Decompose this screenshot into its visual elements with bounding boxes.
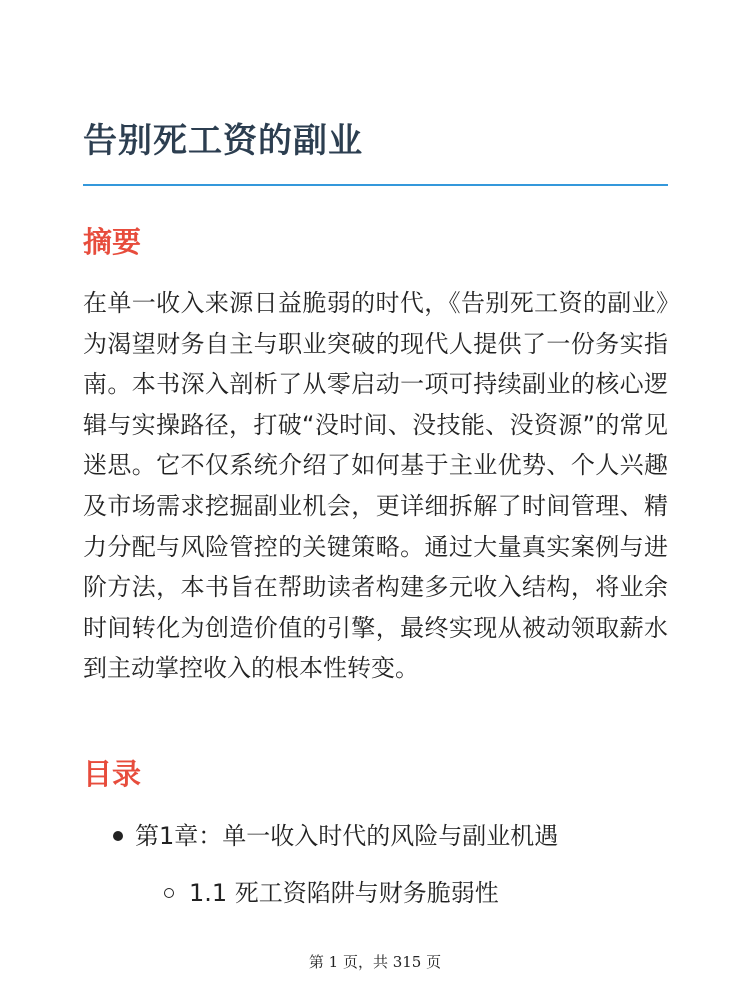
title-divider (83, 184, 668, 186)
toc-item-section-1-1: 1.1 死工资陷阱与财务脆弱性 (189, 879, 499, 907)
toc-item-chapter-1: 第1章：单一收入时代的风险与副业机遇 (135, 822, 559, 850)
book-title: 告别死工资的副业 (83, 121, 363, 161)
page-number-footer: 第 1 页，共 315 页 (308, 953, 442, 971)
bullet-circle-icon (164, 888, 174, 898)
abstract-paragraph: 在单一收入来源日益脆弱的时代，《告别死工资的副业》为渴望财务自主与职业突破的现代人提供了一份务实指南。本书深入剖析了从零启动一项可持续副业的核心逻辑与实操路径，打破“没时间、没技能、没资源”的常见迷思。它不仅系统介绍了如何基于主业优势、个人兴趣及市场需求挖掘副业机会，更详细拆解了时间管理、精力分配与风险管控的关键策略。通过大量真实案例与进阶方法，本书旨在帮助读者构建多元收入结构，将业余时间转化为创造价值的引擎，最终实现从被动领取薪水到主动掌控收入的根本性转变。 (83, 289, 668, 683)
abstract-heading: 摘要 (83, 225, 142, 259)
toc-heading: 目录 (83, 757, 142, 791)
bullet-disc-icon (113, 831, 123, 841)
